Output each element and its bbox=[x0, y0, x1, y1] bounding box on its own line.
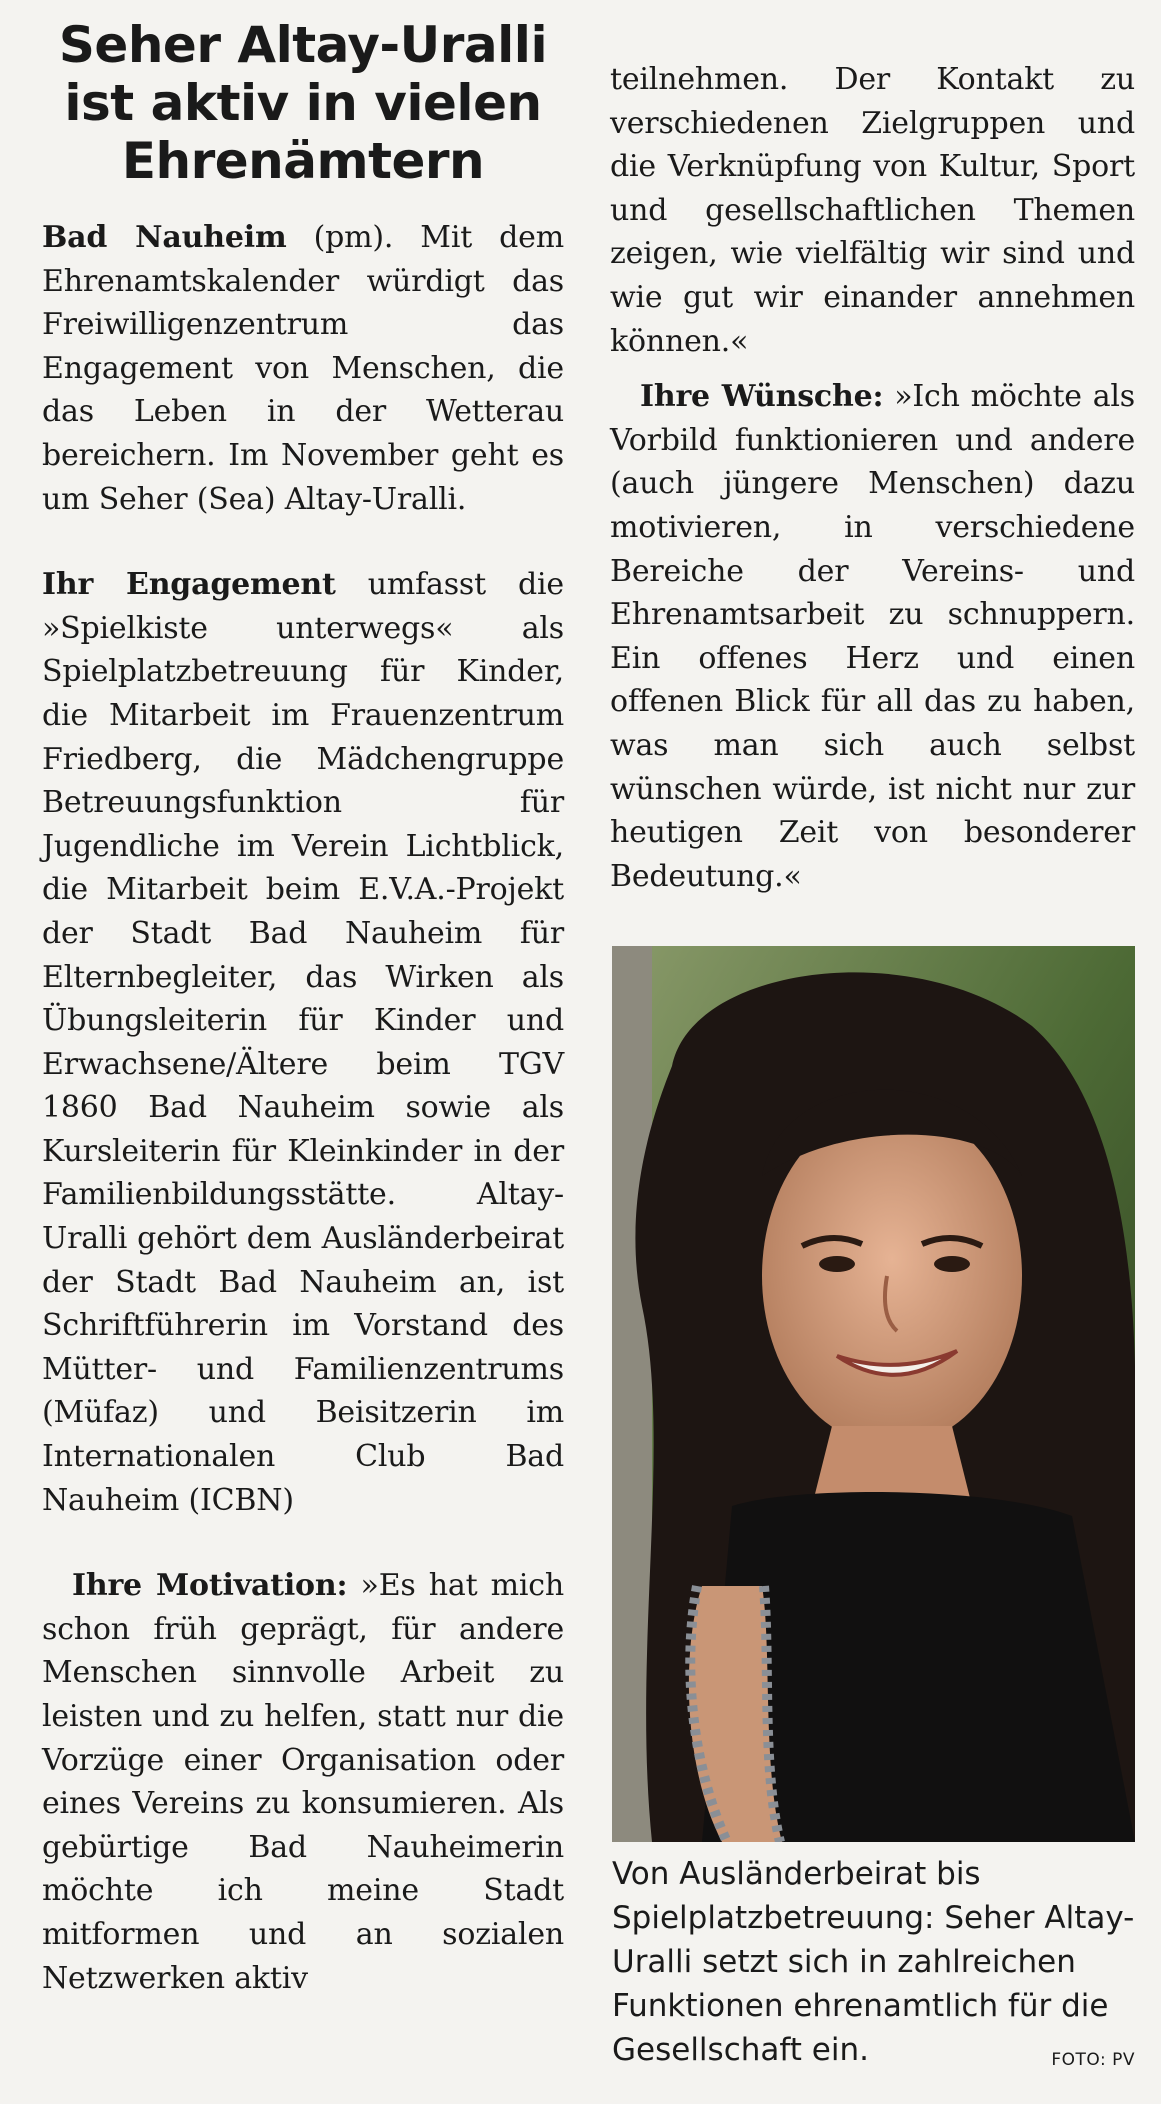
intro-paragraph bbox=[42, 216, 564, 521]
wishes-text: »Ich möchte als Vorbild funktionieren und andere (auch jüngere Menschen) dazu motivieren, in verschiedene Bereiche der Vereins- und Ehrenamtsarbeit zu schnuppern. Ein offenes Herz und einen offenen Blick für all das zu haben, was man sich auch selbst wünschen würde, ist nicht nur zur heutigen Zeit von besonderer Bedeutung.« bbox=[610, 379, 1135, 894]
wishes-lead: Ihre Wünsche: bbox=[640, 379, 884, 415]
photo-caption: Von Ausländerbeirat bis Spielplatzbetreuung: Seher Altay-Uralli setzt sich in zahlreichen Funktionen ehrenamtlich für die Gesellschaft ein. bbox=[612, 1856, 1135, 2068]
motivation-lead: Ihre Motivation: bbox=[72, 1568, 348, 1604]
photo-credit: FOTO: PV bbox=[1051, 2050, 1135, 2070]
portrait-photo bbox=[612, 946, 1135, 1842]
portrait-illustration bbox=[612, 946, 1135, 1842]
intro-lead: Bad Nauheim bbox=[42, 220, 287, 255]
engagement-paragraph bbox=[42, 563, 564, 1522]
engagement-text: umfasst die »Spielkiste unterwegs« als Spielplatzbetreuung für Kinder, die Mitarbeit im Frauenzentrum Friedberg, die Mädchengruppe Betreuungsfunktion für Jugendliche im Verein Lichtblick, die Mitarbeit beim E.V.A.-Projekt der Stadt Bad Nauheim für Elternbegleiter, das Wirken als Übungsleiterin für Kinder und Erwachsene/Ältere beim TGV 1860 Bad Nauheim sowie als Kursleiterin für Kleinkinder in der Familienbildungsstätte. Altay-Uralli gehört dem Ausländerbeirat der Stadt Bad Nauheim an, ist Schriftführerin im Vorstand des Mütter- und Familienzentrums (Müfaz) und Beisitzerin im Internationalen Club Bad Nauheim (ICBN) bbox=[42, 567, 564, 1518]
intro-text: (pm). Mit dem Ehrenamtskalender würdigt das Freiwilligenzentrum das Engagement von Menschen, die das Leben in der Wetterau bereichern. Im November geht es um Seher (Sea) Altay-Uralli. bbox=[42, 220, 564, 517]
motivation-continued: teilnehmen. Der Kontakt zu verschiedenen Zielgruppen und die Verknüpfung von Kultur, Sport und gesellschaftlichen Themen zeigen, wie vielfältig wir sind und wie gut wir einander annehmen können.« bbox=[610, 62, 1135, 359]
wishes-paragraph bbox=[610, 375, 1135, 898]
left-column bbox=[42, 16, 564, 2000]
engagement-lead: Ihr Engagement bbox=[42, 567, 336, 603]
motivation-text: »Es hat mich schon früh geprägt, für andere Menschen sinnvolle Arbeit zu leisten und zu helfen, statt nur die Vorzüge einer Organisation oder eines Vereins zu konsumieren. Als gebürtige Bad Nauheimerin möchte ich meine Stadt mitformen und an sozialen Netzwerken aktiv bbox=[42, 1568, 564, 1996]
right-column bbox=[610, 58, 1135, 898]
motivation-paragraph bbox=[42, 1564, 564, 2000]
headline: Seher Altay-Uralli ist aktiv in vielen Ehrenämtern bbox=[58, 16, 548, 190]
